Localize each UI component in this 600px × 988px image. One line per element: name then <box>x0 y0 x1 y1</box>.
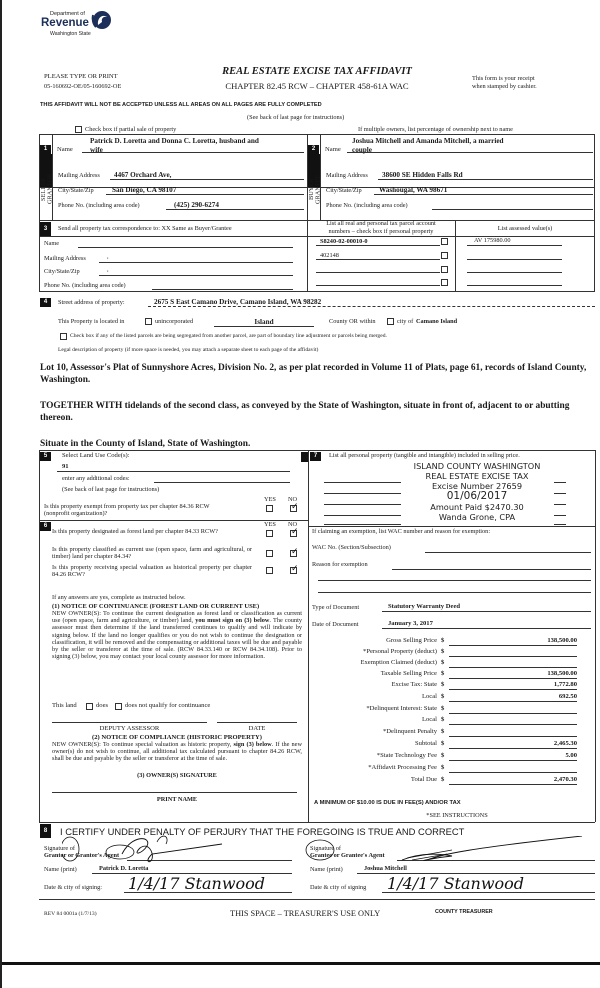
section-1-marker: 1 <box>40 145 51 154</box>
doc-date-label: Date of Document <box>312 621 359 628</box>
wac-field[interactable] <box>425 552 591 553</box>
exempt-yes-checkbox[interactable] <box>266 505 273 512</box>
see-instructions: *SEE INSTRUCTIONS <box>426 812 488 819</box>
stamp-amount: Amount Paid $2470.30 <box>430 502 524 512</box>
fee-label: Taxable Selling Price <box>380 670 437 677</box>
dollar-sign: $ <box>441 776 445 783</box>
county-value[interactable]: Island <box>254 318 274 326</box>
dor-logo <box>40 8 120 44</box>
fee-value[interactable] <box>449 648 577 657</box>
dollar-sign: $ <box>441 637 445 644</box>
buyer-name-line-2: couple <box>352 146 372 154</box>
seller-phone-label: Phone No. (including area code) <box>58 202 140 209</box>
street-address: 2675 S East Camano Drive, Camano Island, WA 98282 <box>154 298 322 306</box>
dollar-sign: $ <box>441 728 445 735</box>
dollar-sign: $ <box>441 716 445 723</box>
please-type-label: PLEASE TYPE OR PRINT <box>44 73 118 80</box>
no-header: NO <box>288 496 298 503</box>
county-or-label <box>329 318 376 325</box>
city-checkbox[interactable] <box>387 318 394 325</box>
fee-value[interactable] <box>449 728 577 737</box>
notice-1-bold: you must sign on (3) below <box>195 617 270 625</box>
grantor-sig-label-1: Signature of <box>44 845 75 852</box>
seller-mailing-label: Mailing Address <box>58 172 100 179</box>
legal-description-1: Lot 10, Assessor's Plat of Sunnyshore Acres, Division No. 2, as per plat recorded in Volume 11 of Plats, page 61, records of Island County, Washington. <box>40 363 587 385</box>
seller-side-label-2: GRANTOR <box>46 173 54 205</box>
doc-type-value[interactable]: Statutory Warranty Deed <box>388 603 461 610</box>
grantee-sig-label-1: Signature of <box>310 845 341 852</box>
notice-1-text-b: . The county assessor must then determine if the land transferred continues to qualify and will indicate by signing below. If the land no longer qualifies or you do not wish to continue the designation or classification, it will be removed and the compensating or additional taxes will be due and payable by the seller or transferor at the time of sale. (RCW 84.33.140 or RCW 84.34.108). Prior to signing (3) below, you may contact your local county assessor for more information. <box>52 617 302 661</box>
fee-label: Excise Tax: State <box>391 681 437 688</box>
fee-label: Local <box>421 716 437 723</box>
form-chapter: CHAPTER 82.45 RCW – CHAPTER 458-61A WAC <box>225 81 409 91</box>
dollar-sign: $ <box>441 693 445 700</box>
additional-codes-field[interactable] <box>154 482 290 483</box>
reason-label: Reason for exemption <box>312 561 368 568</box>
county-or-text: County OR within <box>329 318 376 325</box>
land-use-code[interactable]: 91 <box>62 463 69 470</box>
city-of-label: city of <box>397 318 414 325</box>
print-name-label: PRINT NAME <box>156 796 198 803</box>
seller-side-label-1: SELLER <box>40 177 47 201</box>
s6-question: Is this property designated as forest land per chapter 84.33 RCW? <box>52 528 218 535</box>
fee-label: *Delinquent Penalty <box>382 728 437 735</box>
fee-row <box>312 648 592 658</box>
stamp-signer: Wanda Grone, CPA <box>438 512 516 522</box>
parcel-assessed[interactable]: AV 175980.00 <box>474 237 511 244</box>
grantee-sig-label-2: Grantee or Grantee's Agent <box>310 852 385 859</box>
fee-row <box>312 681 592 691</box>
parcel-account[interactable]: S8240-02-00010-0 <box>320 238 368 245</box>
corr-phone-label: Phone No. (including area code) <box>44 282 126 289</box>
section-8-marker: 8 <box>40 824 51 838</box>
doc-date-value[interactable]: January 3, 2017 <box>388 620 433 627</box>
notice-1-title: (1) NOTICE OF CONTINUANCE (FOREST LAND OR CURRENT USE) <box>52 603 260 610</box>
multiple-owners-note: If multiple owners, list percentage of ownership next to name <box>358 126 513 133</box>
land-use-label: Select Land Use Code(s): <box>62 452 130 459</box>
see-back-note: (See back of last page for instructions) <box>247 114 345 121</box>
partial-sale-checkbox[interactable] <box>75 126 82 133</box>
does-not-label: does not qualify for continuance <box>125 702 211 709</box>
buyer-side-label <box>309 160 320 218</box>
dollar-sign: $ <box>441 740 445 747</box>
segregated-checkbox[interactable] <box>60 333 67 340</box>
section-2-marker: 2 <box>308 145 319 154</box>
fee-value[interactable] <box>449 716 577 725</box>
section-6-marker: 6 <box>40 522 51 531</box>
notice-2-title: (2) NOTICE OF COMPLIANCE (HISTORIC PROPERTY) <box>92 734 262 741</box>
buyer-city-label: City/State/Zip <box>326 187 362 194</box>
corr-mailing[interactable]: , <box>107 253 109 260</box>
seller-name-line-2: wife <box>90 146 103 154</box>
fee-label: Gross Selling Price <box>386 637 437 644</box>
buyer-mailing: 38600 SE Hidden Falls Rd <box>382 171 463 179</box>
notice-2-body <box>52 741 302 763</box>
buyer-name-label: Name <box>325 146 341 153</box>
corr-name-field[interactable] <box>78 247 293 248</box>
stamp-line-2: REAL ESTATE EXCISE TAX <box>425 471 529 481</box>
seller-city: San Diego, CA 98107 <box>112 186 177 194</box>
receipt-note-2: when stamped by cashier. <box>472 83 537 90</box>
does-qualify-checkbox[interactable] <box>86 703 93 710</box>
s6-yes-checkbox[interactable] <box>266 550 273 557</box>
section-4-marker: 4 <box>40 298 51 307</box>
doc-ids: 05-160692-OE/05-160692-OE <box>44 83 122 90</box>
personal-property-checkbox[interactable] <box>441 266 448 273</box>
wac-label: WAC No. (Section/Subsection) <box>312 544 391 551</box>
buyer-phone-label: Phone No. (including area code) <box>326 202 408 209</box>
s6-no-header: NO <box>288 521 298 528</box>
s6-yes-header: YES <box>264 521 276 528</box>
grantor-signature <box>62 834 242 866</box>
partial-sale-label: Check box if partial sale of property <box>85 126 177 133</box>
county-treasurer-label: COUNTY TREASURER <box>435 909 493 915</box>
fee-value[interactable]: 5.00 <box>449 752 577 761</box>
s6-yes-checkbox[interactable] <box>266 530 273 537</box>
personal-property-checkbox[interactable] <box>441 252 448 259</box>
additional-codes-label: enter any additional codes: <box>62 475 130 482</box>
warning-text: THIS AFFIDAVIT WILL NOT BE ACCEPTED UNLESS ALL AREAS ON ALL PAGES ARE FULLY COMPLETED <box>40 102 322 108</box>
fee-row <box>312 764 592 774</box>
seller-name-label: Name <box>57 146 73 153</box>
owner-signature-field[interactable] <box>52 792 297 793</box>
dollar-sign: $ <box>441 752 445 759</box>
notice-2-bold: sign (3) below <box>233 741 272 748</box>
s6-no-checkbox[interactable] <box>290 567 297 574</box>
page-bottom-edge <box>2 962 600 965</box>
buyer-side-label-1: BUYER <box>308 178 315 200</box>
stamp-date: 01/06/2017 <box>446 490 508 502</box>
corr-mailing-label: Mailing Address <box>44 255 86 262</box>
this-land-label: This land <box>52 702 77 709</box>
parcel-account[interactable] <box>316 272 440 273</box>
if-yes-note: If any answers are yes, complete as instructed below. <box>52 594 186 601</box>
fee-row <box>312 728 592 738</box>
corr-city-label: City/State/Zip <box>44 268 80 275</box>
legal-desc-label: Legal description of property (if more space is needed, you may attach a separate sheet to each page of the affidavit) <box>58 347 319 353</box>
seller-side-label <box>41 160 52 218</box>
corr-city[interactable]: , <box>107 266 109 273</box>
unincorporated-label: unincorporated <box>155 318 194 325</box>
stamp-line-1: ISLAND COUNTY WASHINGTON <box>413 461 541 471</box>
fee-row <box>312 752 592 762</box>
fee-value[interactable]: 692.50 <box>449 693 577 702</box>
form-id: REV 84 0001a (1/7/13) <box>44 911 97 917</box>
fee-value[interactable]: 1,772.80 <box>449 681 577 690</box>
fee-label: *Personal Property (deduct) <box>363 648 437 655</box>
buyer-mailing-label: Mailing Address <box>326 172 368 179</box>
owner-signature-label: (3) OWNER(S) SIGNATURE <box>137 772 217 779</box>
fee-row <box>312 776 592 786</box>
dollar-sign: $ <box>441 681 445 688</box>
exemption-label: If claiming an exemption, list WAC number and reason for exemption: <box>312 528 491 535</box>
dollar-sign: $ <box>441 764 445 771</box>
fee-value[interactable] <box>449 705 577 714</box>
stamp-line-3: Excise Number 27659 <box>431 481 523 491</box>
assessor-date-label: DATE <box>248 725 266 732</box>
parcel-header-left-1: List all real and personal tax parcel account <box>326 220 436 227</box>
fee-row <box>312 705 592 715</box>
legal-description-2: TOGETHER WITH tidelands of the second class, as conveyed by the State of Washington, situate in front of, adjacent to or abutting thereon. <box>40 401 570 423</box>
deputy-assessor-field[interactable] <box>52 722 207 723</box>
revenue-logo-icon <box>90 9 112 31</box>
grantor-date-city[interactable]: 1/4/17 Stanwood <box>128 874 266 893</box>
grantor-sig-label-2: Grantor or Grantor's Agent <box>44 852 120 859</box>
grantee-date-city[interactable]: 1/4/17 Stanwood <box>387 874 525 893</box>
parcel-account[interactable] <box>316 285 440 286</box>
unincorporated-checkbox[interactable] <box>145 318 152 325</box>
fee-row <box>312 693 592 703</box>
located-label: This Property is located in <box>58 318 125 325</box>
grantor-name[interactable]: Patrick D. Loretta <box>99 865 149 872</box>
segregated-label: Check box if any of the listed parcels are being segregated from another parcel, are part of boundary line adjustment or parcels being merged. <box>70 333 387 339</box>
notice-2-text-b: . If the new owner(s) do not wish to continue, all additional tax calculated pursuant to chapter 84.26 RCW, shall be due and payable by the seller or transferor at the time of sale. <box>52 741 302 763</box>
fee-label: Subtotal <box>415 740 437 747</box>
fee-value[interactable]: 138,500.00 <box>449 637 577 646</box>
fee-row <box>312 637 592 647</box>
seller-mailing: 4467 Orchard Ave, <box>114 171 172 179</box>
fee-value[interactable] <box>449 659 577 668</box>
personal-property-checkbox[interactable] <box>441 238 448 245</box>
dollar-sign: $ <box>441 670 445 677</box>
dollar-sign: $ <box>441 648 445 655</box>
assessor-date-field[interactable] <box>217 722 297 723</box>
does-not-qualify-checkbox[interactable] <box>115 703 122 710</box>
fee-label: Exemption Claimed (deduct) <box>360 659 437 666</box>
buyer-side-label-2: GRANTEE <box>314 174 322 204</box>
fee-value[interactable]: 2,465.30 <box>449 740 577 749</box>
s6-no-checkbox[interactable] <box>290 530 297 537</box>
fee-label: *State Technology Fee <box>376 752 437 759</box>
notice-1-text-a: NEW OWNER(S): To continue the current designation as forest land or classification as current use (open space, farm and agriculture, or timber) land, <box>52 610 302 625</box>
dollar-sign: $ <box>441 705 445 712</box>
grantor-name-label: Name (print) <box>44 866 77 873</box>
parcel-assessed[interactable] <box>467 285 562 286</box>
section-7-marker: 7 <box>310 452 321 461</box>
legal-description-3: Situate in the County of Island, State of Washington. <box>40 439 251 449</box>
seller-phone: (425) 290-6274 <box>174 201 219 209</box>
parcel-header-right: List assessed value(s) <box>497 225 553 232</box>
does-label: does <box>96 702 109 709</box>
parcel-account[interactable]: 402148 <box>320 252 339 259</box>
correspondence-label: Send all property tax correspondence to: XX Same as Buyer/Grantee <box>58 225 232 232</box>
personal-property-label: List all personal property (tangible and intangible) included in selling price. <box>329 452 520 459</box>
fee-row <box>312 659 592 669</box>
corr-name-label: Name <box>44 240 60 247</box>
fee-label: Local <box>421 693 437 700</box>
s6-no-checkbox[interactable] <box>290 550 297 557</box>
land-use-see-back: (See back of last page for instructions) <box>62 486 160 493</box>
fee-row <box>312 670 592 680</box>
dollar-sign: $ <box>441 659 445 666</box>
parcel-header-left-2: numbers – check box if personal property <box>328 228 434 235</box>
street-label: Street address of property: <box>58 299 125 306</box>
logo-state: Washington State <box>50 31 91 37</box>
exempt-question: Is this property exempt from property tax per chapter 84.36 RCW (nonprofit organization)? <box>44 503 210 518</box>
fee-label: *Delinquent Interest: State <box>366 705 437 712</box>
fee-value[interactable] <box>449 764 577 773</box>
seller-city-label: City/State/Zip <box>58 187 94 194</box>
grantee-name[interactable]: Joshua Mitchell <box>364 865 407 872</box>
parcel-assessed[interactable] <box>467 272 562 273</box>
s6-question: Is this property classified as current use (open space, farm and agricultural, or timber) land per chapter 84.34? <box>52 546 252 561</box>
fee-row <box>312 716 592 726</box>
notice-2-text-a: NEW OWNER(S): To continue special valuation as historic property, <box>52 741 234 748</box>
exempt-no-checkbox[interactable] <box>290 505 297 512</box>
reason-field[interactable] <box>392 569 591 570</box>
fee-label: Total Due <box>410 776 437 783</box>
yes-header: YES <box>264 496 276 503</box>
section-5-marker: 5 <box>40 452 51 461</box>
fee-row <box>312 740 592 750</box>
grantee-date-label: Date & city of signing <box>310 884 367 891</box>
s6-yes-checkbox[interactable] <box>266 567 273 574</box>
notice-1-body <box>52 610 302 660</box>
city-value: Camano Island <box>416 318 458 325</box>
doc-type-label: Type of Document <box>312 604 360 611</box>
logo-name: Revenue <box>41 17 89 29</box>
logo-dept-line: Department of <box>50 11 85 17</box>
deputy-assessor-label: DEPUTY ASSESSOR <box>99 725 160 732</box>
buyer-city: Washougal, WA 98671 <box>379 186 448 194</box>
grantor-date-label: Date & city of signing: <box>44 884 103 891</box>
corr-phone-field[interactable] <box>152 289 293 290</box>
buyer-phone-field[interactable] <box>432 209 593 210</box>
buyer-name-line-1: Joshua Mitchell and Amanda Mitchell, a married <box>352 137 504 145</box>
form-title: REAL ESTATE EXCISE TAX AFFIDAVIT <box>222 66 412 77</box>
fee-value[interactable]: 2,470.30 <box>449 776 577 785</box>
section-3-marker: 3 <box>40 222 51 236</box>
fee-value[interactable]: 138,500.00 <box>449 670 577 679</box>
seller-name-line-1: Patrick D. Loretta and Donna C. Loretta, husband and <box>90 137 259 145</box>
personal-property-checkbox[interactable] <box>441 279 448 286</box>
grantee-signature <box>302 836 592 866</box>
s6-question: Is this property receiving special valuation as historical property per chapter 84.26 RCW? <box>52 564 252 579</box>
certify-statement: I CERTIFY UNDER PENALTY OF PERJURY THAT THE FOREGOING IS TRUE AND CORRECT <box>60 826 465 837</box>
grantee-name-label: Name (print) <box>310 866 343 873</box>
parcel-assessed[interactable] <box>467 259 562 260</box>
minimum-fee-note: A MINIMUM OF $10.00 IS DUE IN FEE(S) AND/OR TAX <box>314 800 461 806</box>
receipt-note-1: This form is your receipt <box>472 75 535 82</box>
treasurer-space-label: THIS SPACE – TREASURER'S USE ONLY <box>230 909 381 918</box>
fee-label: *Affidavit Processing Fee <box>368 764 437 771</box>
